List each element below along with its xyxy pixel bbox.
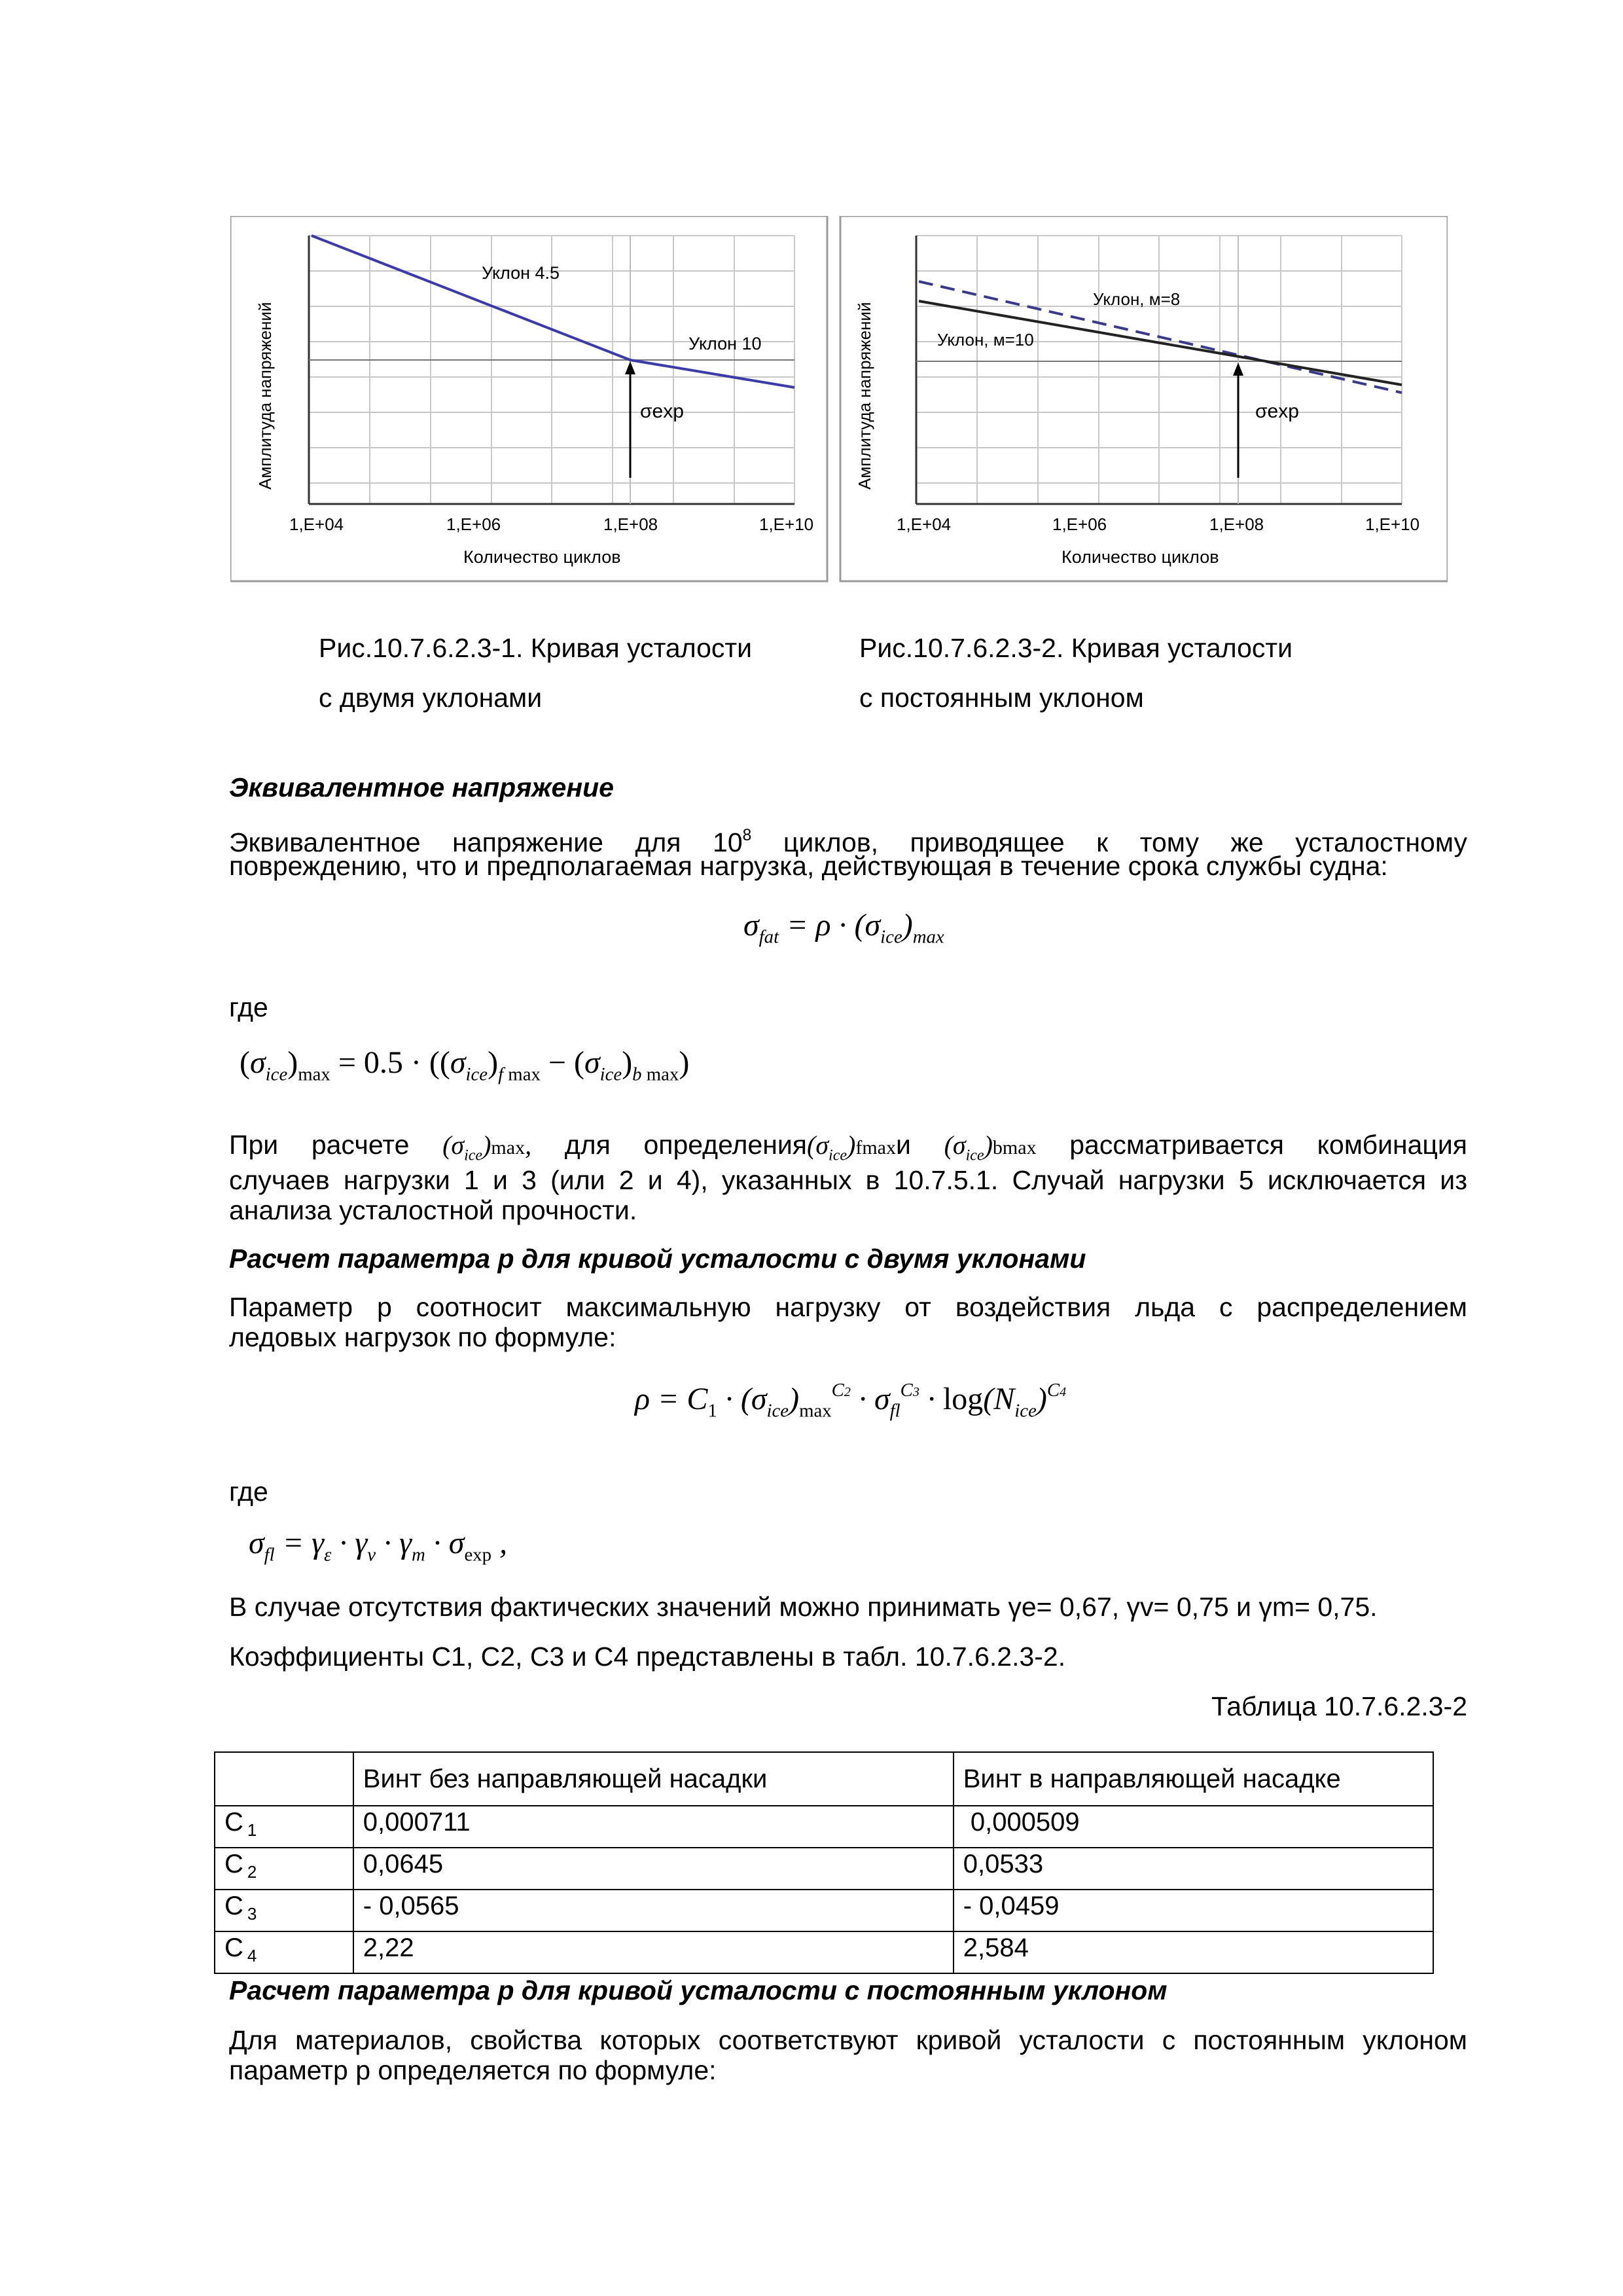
left-ylabel: Амплитуда напряжений [255, 302, 275, 490]
section1-p1-part2: циклов, приводящее к тому же усталостному [751, 827, 1467, 858]
section1-para1-line2: повреждению, что и предполагаемая нагрузка, действующая в течение срока службы судна: [229, 851, 1388, 881]
right-ylabel: Амплитуда напряжений [855, 302, 874, 490]
table-row-label: С $_3$ [215, 1890, 353, 1931]
table-header-cell-0 [215, 1752, 353, 1806]
table-cell: 0,000509 [954, 1806, 1433, 1848]
table-cell: 0,000711 [353, 1806, 954, 1848]
right-xtick-1: 1,E+04 [897, 514, 952, 534]
table-cell: 0,0533 [954, 1848, 1433, 1890]
section1-where: где [229, 992, 268, 1022]
left-label-slope2: Уклон 10 [688, 334, 762, 353]
section2-where: где [229, 1477, 268, 1507]
table-cell: 2,22 [353, 1931, 954, 1973]
right-label-m8: Уклон, м=8 [1093, 289, 1181, 309]
left-xtick-3: 1,E+08 [603, 514, 658, 534]
table-header-cell-2: Винт в направляющей насадке [954, 1752, 1433, 1806]
formula-sigma-fl: $\sigma_{fl} = \gamma_\varepsilon \cdot \gamma_v \cdot \gamma_m \cdot \sigma_{exp}$ , [249, 1526, 508, 1566]
left-xlabel: Количество циклов [463, 547, 621, 567]
coefficients-table [214, 1751, 1434, 1974]
right-chart [916, 236, 1402, 504]
table-cell: - 0,0459 [954, 1890, 1433, 1931]
section1-p2-b: для определения [531, 1130, 807, 1160]
right-label-sigma: σexp [1255, 401, 1299, 422]
section3-para1-line2: параметр р определяется по формуле: [229, 2055, 717, 2085]
formula-sigma-ice-max: $(\sigma_{ice})_{max} = 0.5 \cdot ((\sigma_{ice})_{f max} - (\sigma_{ice})_{b max})$ [240, 1045, 690, 1085]
table-row-label: С $_4$ [215, 1931, 353, 1973]
section2-para1-line2: ледовых нагрузок по формуле: [229, 1322, 616, 1352]
left-xtick-1: 1,E+04 [289, 514, 344, 534]
section1-p2-c: и [896, 1130, 944, 1160]
formula-sigma-fat: $\sigma_{fat} = \rho \cdot (\sigma_{ice})_{max}$ [743, 908, 944, 948]
fatigue-curves-figure [230, 216, 1448, 596]
formula-rho: $\rho = C_1 \cdot (\sigma_{ice})_{max}^{C2} \cdot \sigma_{fl}^{C3} \cdot \log(N_{ice})^{C4}$ [635, 1380, 1067, 1422]
caption-right-line2: с постоянным уклоном [859, 683, 1144, 713]
left-xtick-4: 1,E+10 [759, 514, 814, 534]
right-xtick-3: 1,E+08 [1209, 514, 1264, 534]
section1-p2-a: При расчете [229, 1130, 443, 1160]
section1-p2-d: рассматривается комбинация [1036, 1130, 1467, 1160]
table-row-label: С $_1$ [215, 1806, 353, 1848]
right-xtick-2: 1,E+06 [1052, 514, 1107, 534]
left-xtick-2: 1,E+06 [446, 514, 501, 534]
section1-para2-line3: анализа усталостной прочности. [229, 1195, 637, 1225]
table-row [215, 1890, 1433, 1931]
right-label-m10: Уклон, м=10 [937, 330, 1034, 350]
inline-sigma-ice-max: $(\sigma_{ice})\max$, [442, 1130, 532, 1164]
section1-p1-sup: 8 [742, 827, 752, 844]
section2-para3: Коэффициенты C1, C2, C3 и C4 представлены в табл. 10.7.6.2.3-2. [229, 1641, 1066, 1672]
table-row-label: С $_2$ [215, 1848, 353, 1890]
right-xtick-4: 1,E+10 [1365, 514, 1420, 534]
figures-block [230, 216, 1448, 583]
table-row [215, 1931, 1433, 1973]
section1-heading: Эквивалентное напряжение [229, 772, 614, 802]
caption-left-line2: с двумя уклонами [319, 683, 543, 713]
section2-heading: Расчет параметра р для кривой усталости с двумя уклонами [229, 1244, 1086, 1274]
table-cell: 0,0645 [353, 1848, 954, 1890]
caption-right [859, 623, 1293, 723]
table-title: Таблица 10.7.6.2.3-2 [1211, 1691, 1467, 1721]
table-header-cell-1: Винт без направляющей насадки [353, 1752, 954, 1806]
table-cell: 2,584 [954, 1931, 1433, 1973]
section2-para2: В случае отсутствия фактических значений можно принимать γe= 0,67, γv= 0,75 и γm= 0,75. [229, 1592, 1378, 1622]
caption-left [319, 623, 752, 723]
left-label-sigma: σexp [640, 401, 684, 422]
table-row [215, 1848, 1433, 1890]
section1-p1-part1: Эквивалентное напряжение для 10 [229, 827, 743, 858]
section2-para1-line1: Параметр р соотносит максимальную нагрузку от воздействия льда с распределением [229, 1292, 1467, 1322]
inline-sigma-ice-fmax: $(\sigma_{ice})fmax$ [807, 1130, 896, 1164]
table-header-row [215, 1752, 1433, 1806]
right-xlabel: Количество циклов [1061, 547, 1219, 567]
caption-right-line1: Рис.10.7.6.2.3-2. Кривая усталости [859, 633, 1293, 663]
caption-left-line1: Рис.10.7.6.2.3-1. Кривая усталости [319, 633, 753, 663]
left-curve-two-slopes [312, 236, 794, 387]
inline-sigma-ice-bmax: $(\sigma_{ice})bmax$ [944, 1130, 1037, 1164]
table-row [215, 1806, 1433, 1848]
left-label-slope1: Уклон 4.5 [482, 263, 560, 283]
section1-para2-line2: случаев нагрузки 1 и 3 (или 2 и 4), указанных в 10.7.5.1. Случай нагрузки 5 исключается из [229, 1165, 1467, 1195]
table-cell: - 0,0565 [353, 1890, 954, 1931]
section3-para1-line1: Для материалов, свойства которых соответствуют кривой усталости с постоянным уклоном [229, 2025, 1467, 2055]
section3-heading: Расчет параметра р для кривой усталости с постоянным уклоном [229, 1975, 1168, 2005]
